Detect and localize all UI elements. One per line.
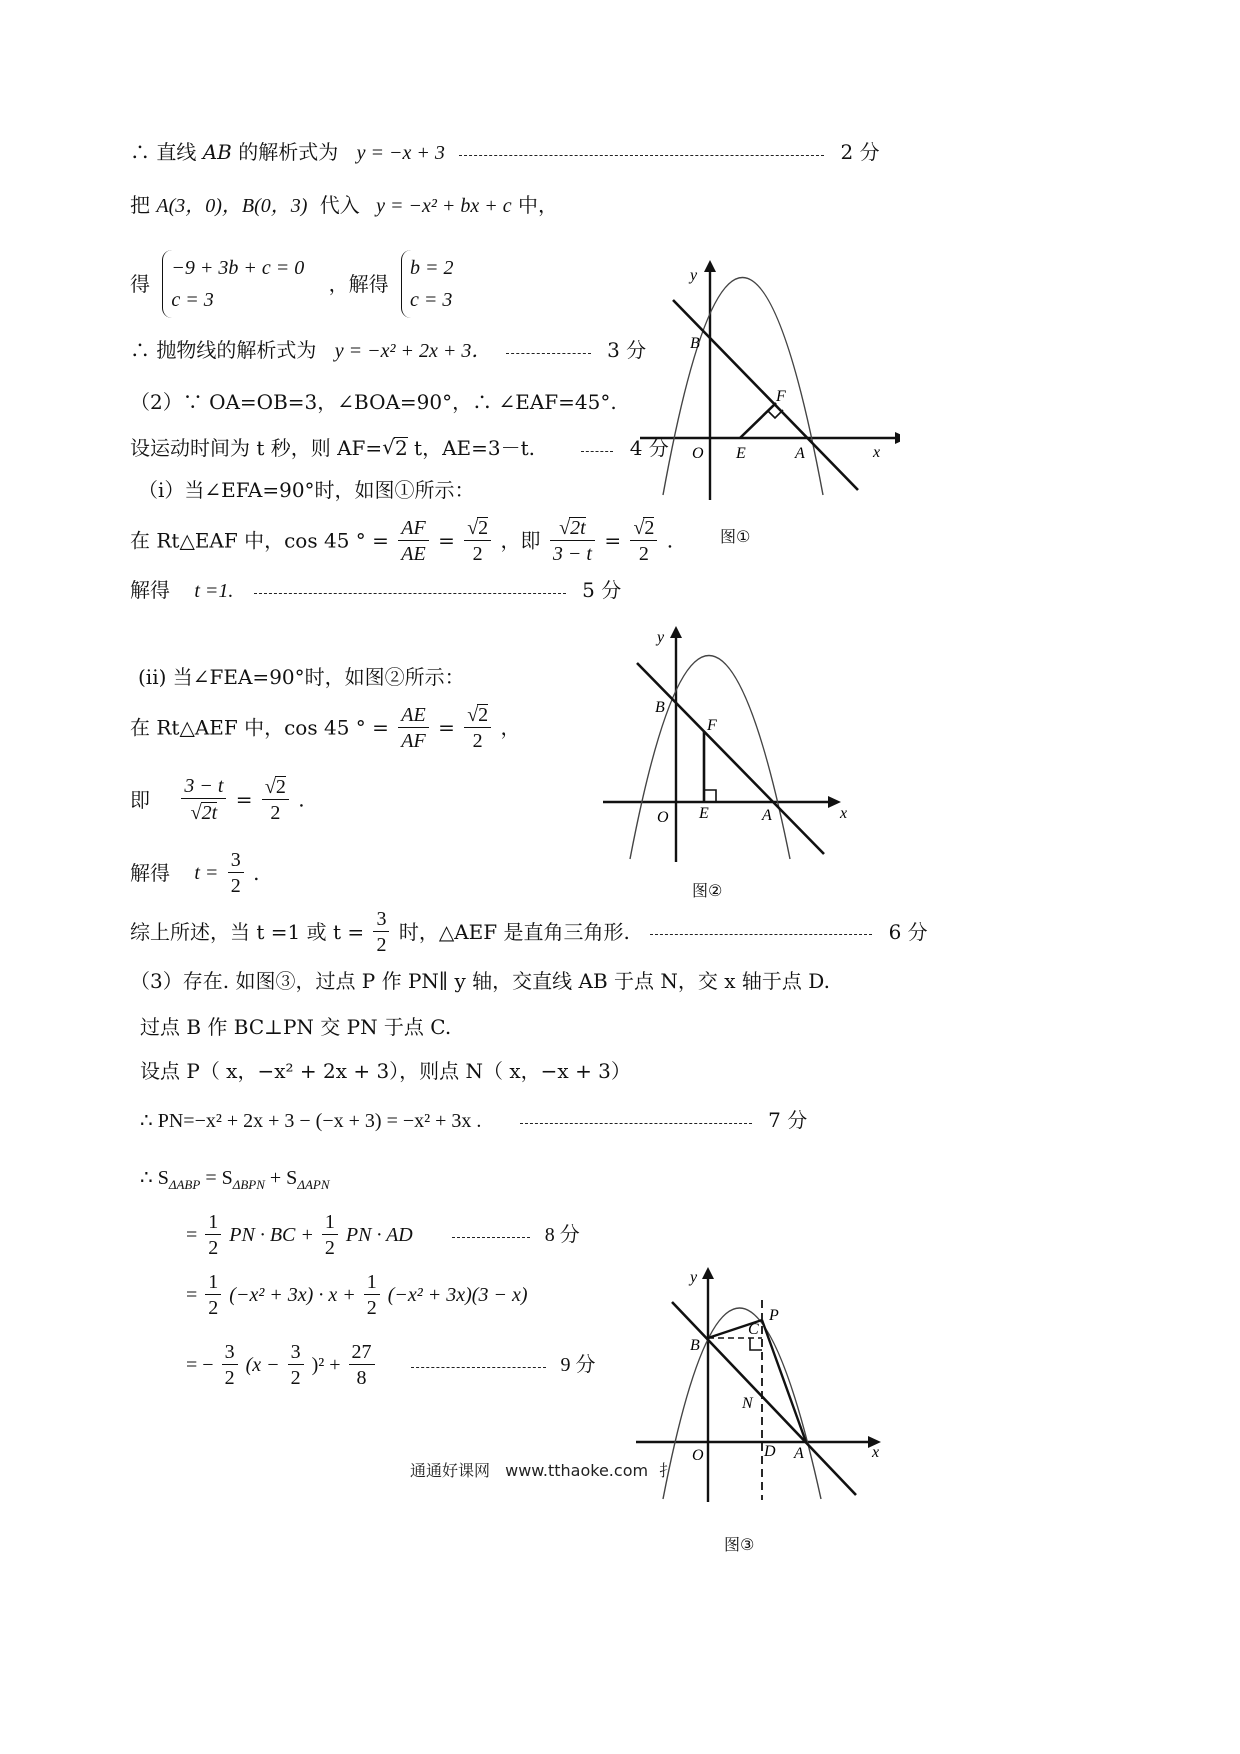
text: 设运动时间为 t 秒，则 AF= xyxy=(130,436,383,460)
fraction xyxy=(322,1212,338,1258)
line-17: 设点 P（ x，−x² + 2x + 3），则点 N（ x，−x + 3） xyxy=(140,1059,631,1083)
text: 解得 xyxy=(130,861,170,885)
text: PN · AD xyxy=(345,1224,413,1246)
denominator: 2t xyxy=(201,802,218,824)
text: 在 Rt△AEF 中，cos 45 ° = xyxy=(130,715,389,740)
label: y xyxy=(657,629,665,646)
denominator: 2 xyxy=(366,1297,377,1319)
text: 得 xyxy=(130,272,150,296)
line-3 xyxy=(130,250,453,318)
system-1 xyxy=(162,250,304,318)
text: 中， xyxy=(518,193,559,217)
text: AB xyxy=(202,140,232,164)
text: ∴ S xyxy=(140,1167,169,1189)
score: 3 分 xyxy=(607,338,647,362)
equation: b = 2 xyxy=(409,257,454,279)
label: y xyxy=(690,267,698,284)
equation: c = 3 xyxy=(409,289,453,311)
segment-ef xyxy=(740,403,776,438)
text: + S xyxy=(264,1167,298,1189)
label: B xyxy=(655,699,665,716)
text: 时，△AEF 是直角三角形. xyxy=(398,920,630,944)
text: ∴ 直线 xyxy=(130,140,197,164)
equation: y = −x + 3 xyxy=(356,142,445,164)
text: ，解得 xyxy=(328,272,389,296)
denominator: 2 xyxy=(290,1367,301,1389)
numerator: 3 xyxy=(373,909,389,932)
line-ab xyxy=(672,1302,856,1495)
arrow-icon xyxy=(704,260,716,272)
right-angle-icon xyxy=(768,410,783,418)
fraction xyxy=(398,705,428,751)
label: B xyxy=(690,1337,700,1354)
denominator: 2 xyxy=(270,802,281,824)
score: 9 分 xyxy=(560,1354,596,1376)
numerator: AF xyxy=(398,518,428,541)
line-5: （2）∵ OA=OB=3，∠BOA=90°，∴ ∠EAF=45°. xyxy=(130,390,617,414)
label: D xyxy=(764,1443,776,1460)
numerator: 3 − t xyxy=(181,776,226,799)
label: B xyxy=(690,335,700,352)
label: A xyxy=(795,445,805,462)
arrow-icon xyxy=(895,432,900,444)
fraction: $\frac{√2}{2}$ xyxy=(630,517,657,564)
numerator: 1 xyxy=(205,1272,221,1295)
equation: c = 3 xyxy=(171,289,214,311)
label: O xyxy=(692,1447,704,1464)
line-22 xyxy=(186,1342,596,1388)
line-20 xyxy=(186,1212,580,1258)
label: P xyxy=(769,1307,779,1324)
score-dots xyxy=(452,1237,530,1238)
label: O xyxy=(657,809,669,826)
equation: y = −x² + bx + c xyxy=(376,195,512,217)
subscript: ΔBPN xyxy=(232,1177,265,1192)
footer xyxy=(410,1458,675,1481)
line-9 xyxy=(130,580,621,601)
numerator: 3 xyxy=(222,1342,238,1365)
fraction: $\frac{√2t}{3 - t}$ xyxy=(550,517,595,564)
label: x xyxy=(873,444,881,461)
line-8: 在 Rt△EAF 中，cos 45 ° = $\frac{AF}{AE}$ = $\frac{√2}{2}$ ，即 $\frac{√2t}{3 - t}$ = $\frac{√2}{2}$ . xyxy=(130,516,674,565)
denominator: 2 xyxy=(638,543,649,565)
text: = xyxy=(186,1224,198,1246)
numerator: 2 xyxy=(275,776,286,798)
text: 即 xyxy=(130,787,150,812)
line-12: 即 $\frac{3 - t}{√2t}$ = $\frac{√2}{2}$ . xyxy=(130,775,305,824)
equation: y = −x² + 2x + 3． xyxy=(334,340,492,362)
score-dots xyxy=(411,1367,546,1368)
line-16: 过点 B 作 BC⊥PN 交 PN 于点 C. xyxy=(140,1015,452,1039)
denominator: AF xyxy=(401,729,426,752)
system-2 xyxy=(401,250,454,318)
label: O xyxy=(692,445,704,462)
sqrt-value: 2 xyxy=(394,436,408,460)
denominator: 2 xyxy=(224,1367,235,1389)
text: t，AE=3－t. xyxy=(407,436,535,460)
fraction xyxy=(205,1272,221,1318)
subscript: ΔABP xyxy=(168,1177,201,1192)
label: A xyxy=(794,1445,804,1462)
figure-2 xyxy=(600,622,860,872)
numerator: 3 xyxy=(228,850,244,873)
figure-1-caption: 图① xyxy=(720,527,751,546)
parabola xyxy=(663,278,823,496)
label: x xyxy=(840,805,848,822)
footer-url[interactable]: www.tthaoke.com xyxy=(505,1461,649,1480)
numerator: 2 xyxy=(478,517,489,539)
text: 把 xyxy=(130,193,150,217)
equation: −9 + 3b + c = 0 xyxy=(171,257,305,279)
text: PN · BC + xyxy=(229,1224,314,1246)
numerator: 1 xyxy=(205,1212,221,1235)
fraction xyxy=(228,850,244,896)
equation: ∴ PN=−x² + 2x + 3 − (−x + 3) = −x² + 3x . xyxy=(140,1110,482,1132)
score-dots xyxy=(254,593,566,594)
figure-1 xyxy=(640,260,900,510)
text: = xyxy=(186,1284,198,1306)
score: 8 分 xyxy=(544,1224,580,1246)
equation: t =1. xyxy=(194,580,234,602)
fraction: $\frac{3 - t}{√2t}$ xyxy=(181,776,226,823)
label: F xyxy=(707,717,717,734)
label: x xyxy=(872,1444,880,1461)
line-13: 解得 t = $\frac{3}{2}$ . xyxy=(130,849,260,897)
score: 2 分 xyxy=(840,140,880,164)
score: 5 分 xyxy=(582,578,622,602)
text: (−x² + 3x) · x + xyxy=(229,1284,356,1306)
line-14 xyxy=(130,909,928,955)
numerator: 1 xyxy=(322,1212,338,1235)
right-angle-icon xyxy=(704,790,716,802)
arrow-icon xyxy=(670,626,682,638)
fraction: $\frac{√2}{2}$ xyxy=(464,704,491,751)
figure-3-caption: 图③ xyxy=(724,1535,755,1554)
score: 4 分 xyxy=(629,436,669,460)
fraction xyxy=(288,1342,304,1388)
figure-2-caption: 图② xyxy=(692,881,723,900)
score: 6 分 xyxy=(888,920,928,944)
score: 7 分 xyxy=(768,1108,808,1132)
label: N xyxy=(742,1395,753,1412)
line-2 xyxy=(130,195,558,216)
denominator: 2 xyxy=(324,1237,335,1259)
numerator: AE xyxy=(398,705,428,728)
line-21 xyxy=(186,1272,527,1318)
text: 的解析式为 xyxy=(238,140,339,164)
line-10: (ii) 当∠FEA=90°时，如图②所示： xyxy=(138,665,465,689)
line-18 xyxy=(140,1110,807,1131)
numerator: 3 xyxy=(288,1342,304,1365)
numerator: 1 xyxy=(364,1272,380,1295)
footer-tail: 扌 xyxy=(659,1461,676,1480)
denominator: 3 − t xyxy=(552,543,592,565)
score-dots xyxy=(459,155,824,156)
text: (−x² + 3x)(3 − x) xyxy=(387,1284,528,1306)
score-dots xyxy=(520,1123,752,1124)
denominator: 2 xyxy=(472,730,483,752)
line-11: 在 Rt△AEF 中，cos 45 ° = $\frac{AE}{AF}$ = $\frac{√2}{2}$ ， xyxy=(130,703,521,752)
numerator: 2t xyxy=(570,517,586,539)
footer-site: 通通好课网 xyxy=(410,1461,491,1480)
fraction xyxy=(364,1272,380,1318)
denominator: 8 xyxy=(356,1367,367,1389)
right-angle-icon xyxy=(750,1338,762,1350)
denominator: 2 xyxy=(208,1237,219,1259)
points: A(3，0)，B(0，3) xyxy=(156,195,308,217)
text: ∴ 抛物线的解析式为 xyxy=(130,338,317,362)
arrow-icon xyxy=(702,1267,714,1279)
label: E xyxy=(699,805,709,822)
text: 代入 xyxy=(319,193,360,217)
label: C xyxy=(748,1321,759,1338)
line-15: （3）存在. 如图③，过点 P 作 PN∥ y 轴，交直线 AB 于点 N，交 x 轴于点 D. xyxy=(130,969,830,993)
score-dots xyxy=(506,353,591,354)
label: A xyxy=(762,807,772,824)
denominator: 2 xyxy=(230,875,241,897)
score-dots xyxy=(581,451,613,452)
numerator: 2 xyxy=(478,704,489,726)
numerator: 2 xyxy=(644,517,655,539)
label: E xyxy=(736,445,746,462)
text: = S xyxy=(200,1167,233,1189)
line-7: （i）当∠EFA=90°时，如图①所示： xyxy=(138,478,475,502)
fraction xyxy=(349,1342,375,1388)
text: )² + xyxy=(311,1354,341,1376)
denominator: 2 xyxy=(376,934,387,956)
fraction xyxy=(398,518,428,564)
line-19 xyxy=(140,1168,330,1191)
subscript: ΔAPN xyxy=(297,1177,330,1192)
fraction xyxy=(222,1342,238,1388)
fraction: $\frac{√2}{2}$ xyxy=(464,517,491,564)
line-6: 设运动时间为 t 秒，则 AF=√2 t，AE=3－t. 4 分 xyxy=(130,435,669,460)
text: 综上所述，当 t =1 或 t = xyxy=(130,920,365,944)
equation: t = xyxy=(194,862,219,884)
denominator: 2 xyxy=(472,543,483,565)
text: = − xyxy=(186,1354,214,1376)
score-dots xyxy=(650,934,872,935)
text: (x − xyxy=(245,1354,280,1376)
denominator: 2 xyxy=(208,1297,219,1319)
fraction xyxy=(205,1212,221,1258)
fraction: $\frac{√2}{2}$ xyxy=(262,776,289,823)
line-4 xyxy=(130,340,646,361)
label: y xyxy=(690,1269,698,1286)
text: 解得 xyxy=(130,578,170,602)
text: 在 Rt△EAF 中，cos 45 ° = xyxy=(130,528,389,553)
numerator: 27 xyxy=(349,1342,375,1365)
text: ，即 xyxy=(500,528,541,553)
fraction xyxy=(373,909,389,955)
label: F xyxy=(776,388,786,405)
segment-pa xyxy=(762,1320,806,1442)
line-1 xyxy=(130,142,880,163)
denominator: AE xyxy=(401,542,426,565)
parabola xyxy=(630,656,790,860)
